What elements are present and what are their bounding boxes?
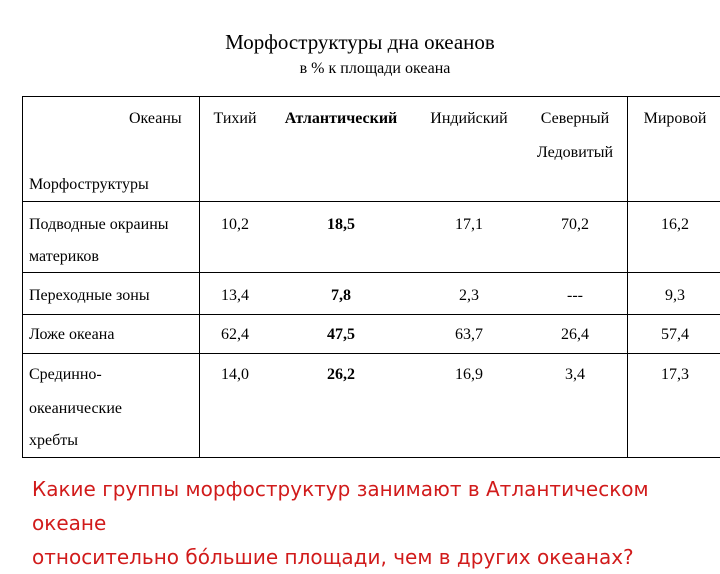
table-cell: 57,4 (661, 326, 689, 343)
row-label: Срединно- (29, 366, 102, 383)
row-divider (23, 272, 720, 273)
page-title: Морфоструктуры дна океанов (225, 30, 495, 54)
page-subtitle: в % к площади океана (299, 60, 451, 77)
table-cell: 17,1 (455, 216, 483, 233)
question-line1: Какие группы морфоструктур занимают в Атлантическом океане (32, 477, 649, 535)
column-header-arctic: Северный (540, 110, 610, 127)
table-cell: 13,4 (221, 287, 249, 304)
row-label-line2: материков (29, 248, 99, 265)
table-cell: 17,3 (661, 366, 689, 383)
header-oceans: Океаны (129, 110, 182, 127)
column-header-arctic-line2: Ледовитый (536, 144, 614, 161)
morphostructure-table (22, 96, 720, 458)
row-label: Подводные окраины (29, 216, 169, 233)
column-header-indian: Индийский (430, 110, 508, 127)
row-divider (23, 353, 720, 354)
table-cell: --- (567, 287, 583, 304)
column-header-atlantic: Атлантический (284, 110, 398, 127)
row-label-line3: хребты (29, 432, 78, 449)
table-cell: 9,3 (665, 287, 685, 304)
table-cell: 3,4 (565, 366, 585, 383)
table-cell: 18,5 (327, 216, 355, 233)
column-divider (199, 97, 200, 457)
row-divider (23, 201, 720, 202)
column-header-world: Мировой (643, 110, 707, 127)
table-cell: 63,7 (455, 326, 483, 343)
table-cell: 26,2 (327, 366, 355, 383)
header-morphostructures: Морфоструктуры (29, 176, 149, 193)
row-label-line2: океанические (29, 400, 122, 417)
column-divider (627, 97, 628, 457)
table-cell: 10,2 (221, 216, 249, 233)
table-cell: 14,0 (221, 366, 249, 383)
row-divider (23, 314, 720, 315)
table-cell: 70,2 (561, 216, 589, 233)
table-cell: 26,4 (561, 326, 589, 343)
question-line2: относительно бо́льшие площади, чем в других океанах? (32, 545, 634, 569)
row-label: Переходные зоны (29, 287, 150, 304)
table-cell: 47,5 (327, 326, 355, 343)
table-cell: 16,2 (661, 216, 689, 233)
table-cell: 7,8 (331, 287, 351, 304)
question-text (32, 472, 720, 574)
table-cell: 62,4 (221, 326, 249, 343)
column-header-pacific: Тихий (213, 110, 257, 127)
table-cell: 2,3 (459, 287, 479, 304)
table-cell: 16,9 (455, 366, 483, 383)
row-label: Ложе океана (29, 326, 115, 343)
